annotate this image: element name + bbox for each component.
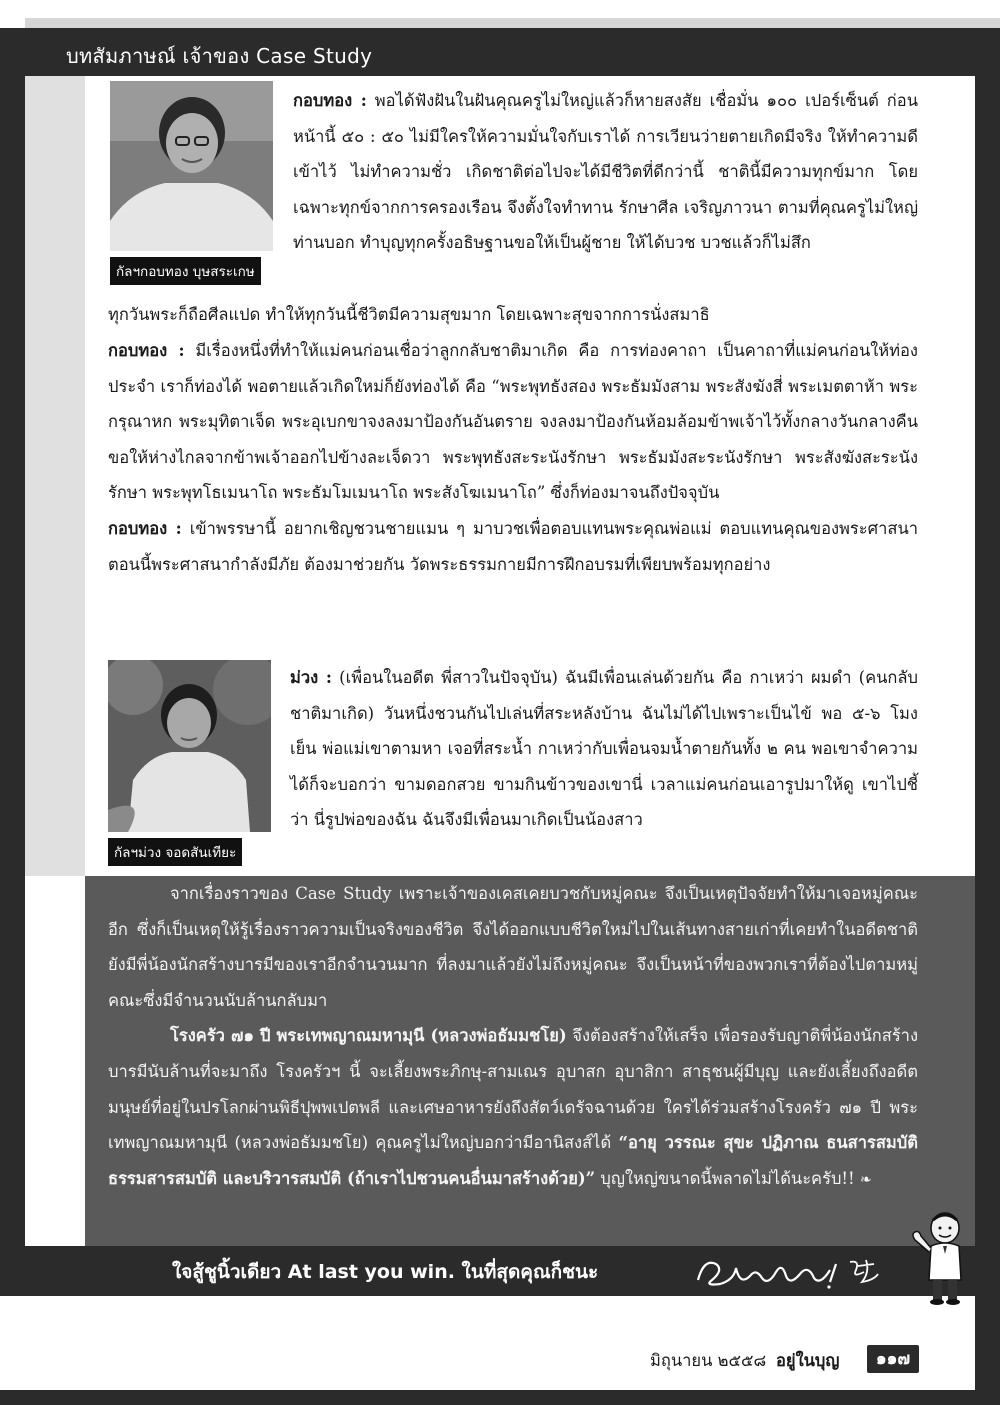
paragraph-text: จึงต้องสร้างให้เสร็จ เพื่อรองรับญาติพี่น้องนักสร้างบารมีนับล้านที่จะมาถึง โรงครัวฯ นี้ จะเลี้ยงพระภิกษุ-สามเณร อุบาสก อุบาสิกา สาธุชนผู้มีบุญ และยังเลี้ยงถึงอดีตมนุษย์ที่อยู่ในปรโลกผ่านพิธีปุพพเปตพลี และเศษอาหารยังถึงสัตว์เดรัจฉานด้วย ใครได้ร่วมสร้างโรงครัว ๗๑ ปี พระเทพญาณมหามุนี (หลวงพ่อธัมมชโย) คุณครูไม่ใหญ่บอกว่ามีอานิสงส์ได้ [108, 1026, 919, 1153]
paragraph-text: (เพื่อนในอดีต พี่สาวในปัจจุบัน) ฉันมีเพื่อนเล่นด้วยกัน คือ กาเหว่า ผมดำ (คนกลับชาติมาเกิด) วันหนึ่งชวนกันไปเล่นที่สระหลังบ้าน ฉันไม่ได้ไปเพราะเป็นไข้ พอ ๕-๖ โมงเย็น พ่อแม่เขาตามหา เจอที่สระน้ำ กาเหว่ากับเพื่อนจมน้ำตายกันทั้ง ๒ คน พอเขาจำความได้ก็จะบอกว่า ขามดอกสวย ขามกินข้าวของเขานี่ เวลาแม่คนก่อนเอารูปมาให้ดู เขาไปชี้ว่า นี่รูปพ่อของฉัน ฉันจึงมีเพื่อนมาเกิดเป็นน้องสาว [290, 668, 918, 830]
frame-top-strip [25, 18, 1000, 28]
interview-body [108, 333, 918, 582]
interview-paragraph [290, 660, 918, 838]
paragraph-text: ทุกวันพระก็ถือศีลแปด ทำให้ทุกวันนี้ชีวิตมีความสุขมาก โดยเฉพาะสุขจากการนั่งสมาธิ [108, 305, 710, 324]
paragraph-text: เข้าพรรษานี้ อยากเชิญชวนชายแมน ๆ มาบวชเพื่อตอบแทนพระคุณพ่อแม่ ตอบแทนคุณของพระศาสนา ตอนนี้พระศาสนากำลังมีภัย ต้องมาช่วยกัน วัดพระธรรมกายมีการฝึกอบรมที่เพียบพร้อมทุกอย่าง [108, 518, 918, 574]
portrait-illustration [108, 660, 271, 832]
speaker-label: ม่วง : [290, 668, 332, 687]
footer-bar [0, 1390, 1000, 1405]
interview-paragraph [108, 333, 918, 511]
merit-quote: “อายุ วรรณะ สุขะ ปฏิภาณ ธนสารสมบัติ ธรรมสารสมบัติ และบริวารสมบัติ (ถ้าเราไปชวนคนอื่นมาสร้างด้วย)” [108, 1133, 918, 1188]
closing-paragraph [108, 1018, 918, 1198]
frame-left-margin [25, 76, 85, 876]
paragraph-text: บุญใหญ่ขนาดนี้พลาดไม่ได้นะครับ!! [595, 1168, 855, 1188]
photo-caption: กัลฯกอบทอง บุษสระเกษ [110, 257, 261, 285]
kitchen-name: โรงครัว ๗๑ ปี พระเทพญาณมหามุนี (หลวงพ่อธัมมชโย) [170, 1026, 567, 1046]
portrait-illustration [110, 81, 273, 251]
frame-right-border [975, 18, 1000, 1390]
interview-paragraph [293, 83, 918, 297]
magazine-name: อยู่ในบุญ [776, 1351, 840, 1370]
interview-paragraph [108, 511, 918, 582]
paragraph-text: พอได้ฟังฝันในฝันคุณครูไม่ใหญ่แล้วก็หายสงสัย เชื่อมั่น ๑๐๐ เปอร์เซ็นต์ ก่อนหน้านี้ ๕๐ : ๕๐ ไม่มีใครให้ความมั่นใจกับเราได้ การเวียนว่ายตายเกิดมีจริง ให้ทำความดีเข้าไว้ ไม่ทำความชั่ว เกิดชาติต่อไปจะได้มีชีวิตที่ดีกว่านี้ ชาตินี้มีความทุกข์มาก โดยเฉพาะทุกข์จากการครองเรือน จึงตั้งใจทำทาน รักษาศีล เจริญภาวนา ตามที่คุณครูไม่ใหญ่ท่านบอก ทำบุญทุกครั้งอธิษฐานขอให้เป็นผู้ชาย ให้ได้บวช บวชแล้วก็ไม่สึก [293, 91, 918, 253]
interview-paragraph-continuation [108, 297, 918, 333]
speaker-label: กอบทอง : [108, 518, 182, 538]
page-title: บทสัมภาษณ์ เจ้าของ Case Study [66, 44, 373, 68]
photo-caption: กัลฯม่วง จอดสันเทียะ [108, 838, 242, 866]
slogan-text: ใจสู้ชูนิ้วเดียว At last you win. ในที่สุดคุณก็ชนะ [172, 1261, 599, 1283]
speaker-label: กอบทอง : [108, 341, 185, 360]
frame-left-border [0, 76, 25, 1296]
issue-date: มิถุนายน ๒๕๕๘ [650, 1351, 767, 1370]
page-number: ๑๑๗ [867, 1345, 919, 1373]
speaker-label: กอบทอง : [293, 91, 367, 110]
mascot-thumbs-up-icon [905, 1208, 975, 1308]
portrait-photo-muang [108, 660, 271, 832]
paragraph-text: มีเรื่องหนึ่งที่ทำให้แม่คนก่อนเชื่อว่าลูกกลับชาติมาเกิด คือ การท่องคาถา เป็นคาถาที่แม่คนก่อนให้ท่องประจำ เราก็ท่องได้ พอตายแล้วเกิดใหม่ก็ยังท่องได้ คือ “พระพุทธังสอง พระธัมมังสาม พระสังฆังสี่ พระเมตตาห้า พระกรุณาหก พระมุทิตาเจ็ด พระอุเบกขาจงลงมาป้องกันอันตราย จงลงมาป้องกันห้อมล้อมข้าพเจ้าไว้ทั้งกลางวันกลางคืน ขอให้ห่างไกลจากข้าพเจ้าออกไปข้างละเจ็ดวา พระพุทธังสะระนังรักษา พระธัมมังสะระนังรักษา พระสังฆังสะระนังรักษา พระพุทโธเมนาโถ พระธัมโมเมนาโถ พระสังโฆเมนาโถ” ซึ่งก็ท่องมาจนถึงปัจจุบัน [108, 341, 918, 503]
portrait-photo-kobthong [110, 81, 273, 251]
closing-section [108, 876, 918, 1198]
signature-image [690, 1250, 890, 1294]
closing-paragraph: จากเรื่องราวของ Case Study เพราะเจ้าของเคสเคยบวชกับหมู่คณะ จึงเป็นเหตุปัจจัยทำให้มาเจอหมู่คณะอีก ซึ่งก็เป็นเหตุให้รู้เรื่องราวความเป็นจริงของชีวิต จึงได้ออกแบบชีวิตใหม่ไปในเส้นทางสายเก่าที่เคยทำในอดีตชาติ ยังมีพี่น้องนักสร้างบารมีของเราอีกจำนวนมาก ที่ลงมาแล้วยังไม่ถึงหมู่คณะ จึงเป็นหน้าที่ของพวกเราที่ต้องไปตามหมู่คณะซึ่งมีจำนวนนับล้านกลับมา [108, 884, 918, 1010]
end-mark: ❧ [859, 1171, 872, 1188]
